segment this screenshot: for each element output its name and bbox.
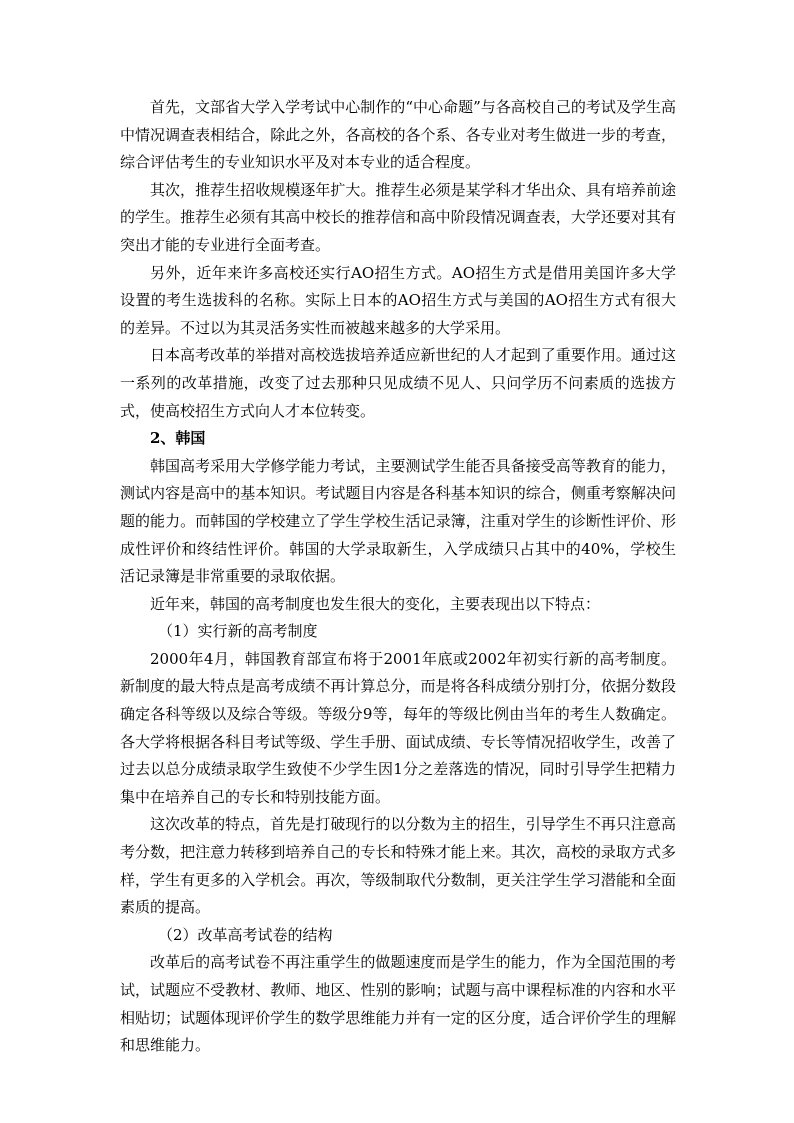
- paragraph: 日本高考改革的举措对高校选拔培养适应新世纪的人才起到了重要作用。通过这一系列的改革措施，改变了过去那种只见成绩不见人、只问学历不问素质的选拔方式，使高校招生方式向人才本位转变。: [120, 346, 676, 420]
- paragraph: 首先，文部省大学入学考试中心制作的“中心命题”与各高校自己的考试及学生高中情况调查表相结合，除此之外，各高校的各个系、各专业对考生做进一步的考查，综合评估考生的专业知识水平及对本专业的适合程度。: [120, 98, 676, 172]
- paragraph: 另外，近年来许多高校还实行AO招生方式。AO招生方式是借用美国许多大学设置的考生选拔科的名称。实际上日本的AO招生方式与美国的AO招生方式有很大的差异。不过以为其灵活务实性而被越来越多的大学采用。: [120, 263, 676, 337]
- subsection-heading: （2）改革高考试卷的结构: [158, 925, 333, 944]
- paragraph: 近年来，韩国的高考制度也发生很大的变化，主要表现出以下特点：: [150, 594, 601, 613]
- paragraph: 改革后的高考试卷不再注重学生的做题速度而是学生的能力，作为全国范围的考试，试题应不受教材、教师、地区、性别的影响；试题与高中课程标准的内容和水平相贴切；试题体现评价学生的数学思维能力并有一定的区分度，适合评价学生的理解和思维能力。: [120, 953, 676, 1055]
- paragraph: 这次改革的特点，首先是打破现行的以分数为主的招生，引导学生不再只注意高考分数，把注意力转移到培养自己的专长和特殊才能上来。其次，高校的录取方式多样，学生有更多的入学机会。再次，等级制取代分数制，更关注学生学习潜能和全面素质的提高。: [120, 815, 676, 917]
- subsection-heading: （1）实行新的高考制度: [158, 622, 318, 641]
- paragraph: 韩国高考采用大学修学能力考试，主要测试学生能否具备接受高等教育的能力，测试内容是高中的基本知识。考试题目内容是各科基本知识的综合，侧重考察解决问题的能力。而韩国的学校建立了学生学校生活记录簿，注重对学生的诊断性评价、形成性评价和终结性评价。韩国的大学录取新生，入学成绩只占其中的40%，学校生活记录簿是非常重要的录取依据。: [120, 456, 676, 586]
- section-heading: 2、韩国: [150, 429, 206, 448]
- paragraph: 其次，推荐生招收规模逐年扩大。推荐生必须是某学科才华出众、具有培养前途的学生。推荐生必须有其高中校长的推荐信和高中阶段情况调查表，大学还要对其有突出才能的专业进行全面考查。: [120, 180, 676, 254]
- document-page: [120, 94, 676, 1060]
- paragraph: 2000年4月，韩国教育部宣布将于2001年底或2002年初实行新的高考制度。新制度的最大特点是高考成绩不再计算总分，而是将各科成绩分别打分，依据分数段确定各科等级以及综合等级。等级分9等，每年的等级比例由当年的考生人数确定。各大学将根据各科目考试等级、学生手册、面试成绩、专长等情况招收学生，改善了过去以总分成绩录取学生致使不少学生因1分之差落选的情况，同时引导学生把精力集中在培养自己的专长和特别技能方面。: [120, 649, 676, 806]
